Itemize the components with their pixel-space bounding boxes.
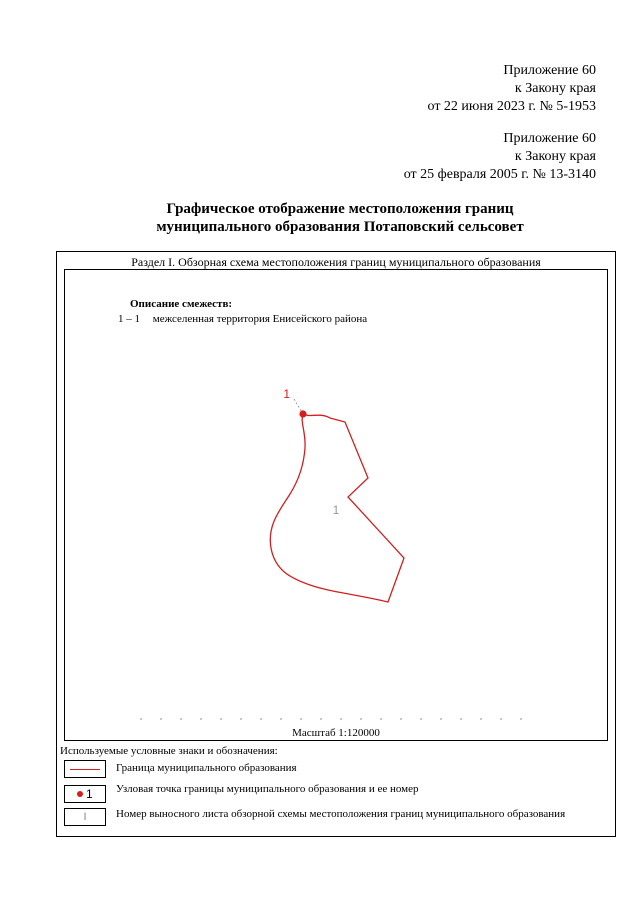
sheet-number-sample: I bbox=[83, 811, 87, 823]
legend-text-sheet: Номер выносного листа обзорной схемы местоположения границ муниципального образования bbox=[116, 808, 566, 820]
boundary-node-label: 1 bbox=[283, 387, 290, 401]
appendix-original-line3: от 25 февраля 2005 г. № 13-3140 bbox=[403, 167, 596, 182]
map-scale: Масштаб 1:120000 bbox=[292, 727, 380, 739]
appendix-current-line3: от 22 июня 2023 г. № 5-1953 bbox=[427, 99, 596, 114]
section-title: Раздел I. Обзорная схема местоположения границ муниципального образования bbox=[131, 255, 541, 269]
scale-ruler-ticks bbox=[140, 718, 522, 720]
legend-symbol-boundary bbox=[64, 760, 106, 778]
appendix-current-line1: Приложение 60 bbox=[503, 63, 596, 78]
appendix-original-line1: Приложение 60 bbox=[503, 131, 596, 146]
legend-heading: Используемые условные знаки и обозначения: bbox=[60, 745, 278, 757]
adjacency-text: межселенная территория Енисейского района bbox=[152, 313, 368, 325]
legend-text-node: Узловая точка границы муниципального образования и ее номер bbox=[116, 783, 419, 795]
node-point-sample-number: 1 bbox=[86, 787, 93, 801]
legend-text-boundary: Граница муниципального образования bbox=[116, 762, 297, 774]
adjacency-code: 1 – 1 bbox=[118, 313, 140, 325]
node-point-sample bbox=[77, 787, 93, 801]
area-number-label: 1 bbox=[332, 503, 340, 517]
appendix-original-line2: к Закону края bbox=[514, 149, 596, 164]
node-dot-icon bbox=[77, 791, 83, 797]
document-title-line2: муниципального образования Потаповский сельсовет bbox=[156, 219, 524, 235]
adjacency-heading: Описание смежеств: bbox=[130, 298, 233, 310]
legend-symbol-sheet bbox=[64, 808, 106, 826]
appendix-current-line2: к Закону края bbox=[514, 81, 596, 96]
boundary-node-point bbox=[299, 410, 306, 417]
boundary-line-sample bbox=[70, 769, 100, 770]
legend-symbol-node bbox=[64, 785, 106, 803]
document-title-line1: Графическое отображение местоположения границ bbox=[166, 201, 514, 217]
